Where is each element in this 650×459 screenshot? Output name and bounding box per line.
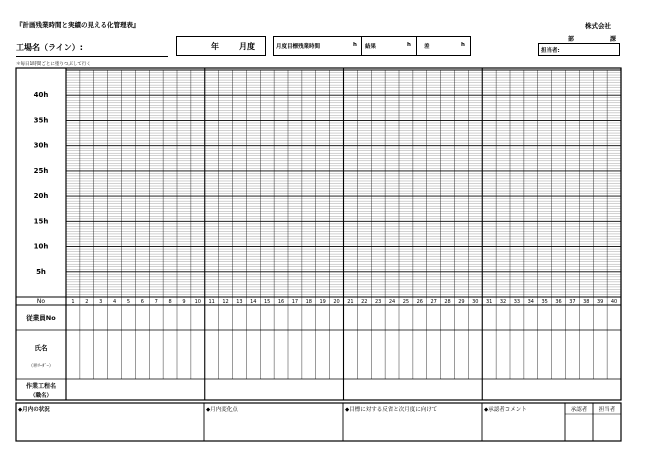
approver-stamp-label: 承認者 xyxy=(570,407,588,413)
y-axis-label-15h: 15h xyxy=(33,217,49,226)
day-number: 16 xyxy=(277,299,285,305)
name-label: 氏名 xyxy=(34,344,48,352)
result-hours-unit: h xyxy=(407,42,411,48)
day-number: 6 xyxy=(140,299,144,305)
day-number: 11 xyxy=(208,299,215,305)
y-axis-label-40h: 40h xyxy=(33,91,49,100)
no-label: No xyxy=(36,298,46,305)
day-number: 38 xyxy=(583,299,590,305)
result-hours-label: 結果 xyxy=(365,44,377,50)
sheet-title: 『計画残業時間と実績の見える化管理表』 xyxy=(16,21,140,29)
day-number: 19 xyxy=(319,299,326,305)
day-number: 7 xyxy=(154,299,158,305)
diff-hours-unit: h xyxy=(461,42,465,48)
day-number: 3 xyxy=(99,299,103,305)
approver-comment-label: ◆承認者コメント xyxy=(484,407,527,413)
day-number: 25 xyxy=(402,299,410,305)
factory-name-label: 工場名（ライン）: xyxy=(16,43,83,52)
day-number: 26 xyxy=(416,299,423,305)
day-number: 2 xyxy=(85,299,89,305)
employee-no-label: 従業員No xyxy=(26,314,56,322)
y-axis-label-10h: 10h xyxy=(33,242,49,251)
name-sub-label: （㊞ﾘｰﾀﾞｰ） xyxy=(28,364,54,369)
day-number: 5 xyxy=(126,299,131,305)
day-number: 29 xyxy=(458,299,465,305)
day-number: 27 xyxy=(430,299,437,305)
department-label: 部 xyxy=(568,36,575,43)
day-number: 4 xyxy=(112,299,117,305)
monthly-changes-label: ◆月内変化点 xyxy=(206,407,238,413)
day-number: 14 xyxy=(250,299,257,305)
footer-frame xyxy=(16,403,621,441)
day-number: 8 xyxy=(168,299,172,305)
day-number: 35 xyxy=(541,299,548,305)
diff-hours-label: 差 xyxy=(424,44,430,50)
day-number: 39 xyxy=(597,299,604,305)
section-label: 課 xyxy=(610,36,617,43)
day-number: 9 xyxy=(182,299,186,305)
process-label: 作業工程名 xyxy=(25,383,57,390)
day-number: 15 xyxy=(264,299,271,305)
day-number: 17 xyxy=(291,299,299,305)
month-label: 月度 xyxy=(239,42,255,51)
day-number: 36 xyxy=(555,299,562,305)
fill-instruction-note: ＊毎日1時間ごとに塗りつぶして行く xyxy=(16,62,91,67)
day-number: 28 xyxy=(444,299,451,305)
day-number: 23 xyxy=(375,299,382,305)
reflection-label: ◆目標に対する反省と次月度に向けて xyxy=(345,407,438,413)
company-label: 株式会社 xyxy=(585,22,611,30)
y-axis-label-20h: 20h xyxy=(33,192,49,201)
person-stamp-label: 担当者 xyxy=(598,407,616,413)
day-number: 34 xyxy=(527,299,534,305)
day-number: 37 xyxy=(569,299,576,305)
day-number: 40 xyxy=(610,299,618,305)
target-hours-label: 月度目標残業時間 xyxy=(276,44,321,50)
day-number: 13 xyxy=(236,299,243,305)
monthly-status-label: ◆月内の状況 xyxy=(18,407,50,413)
day-number: 24 xyxy=(388,299,396,305)
y-axis-label-35h: 35h xyxy=(33,116,49,125)
year-label: 年 xyxy=(211,42,219,51)
day-number: 32 xyxy=(499,299,507,305)
process-sub-label: （職名） xyxy=(29,393,53,399)
day-number: 20 xyxy=(333,299,340,305)
day-number: 22 xyxy=(361,299,368,305)
day-number: 1 xyxy=(71,299,75,305)
y-axis-label-5h: 5h xyxy=(36,267,46,276)
day-number: 12 xyxy=(222,299,229,305)
y-axis-label-25h: 25h xyxy=(33,166,49,175)
day-number: 18 xyxy=(305,299,312,305)
day-number: 10 xyxy=(194,299,201,305)
person-in-charge-label: 担当者: xyxy=(541,48,560,54)
day-number: 33 xyxy=(513,299,521,305)
target-hours-unit: h xyxy=(353,42,357,48)
y-axis-label-30h: 30h xyxy=(33,141,49,150)
day-number: 31 xyxy=(486,299,493,305)
day-number: 21 xyxy=(347,299,354,305)
day-number: 30 xyxy=(472,299,479,305)
